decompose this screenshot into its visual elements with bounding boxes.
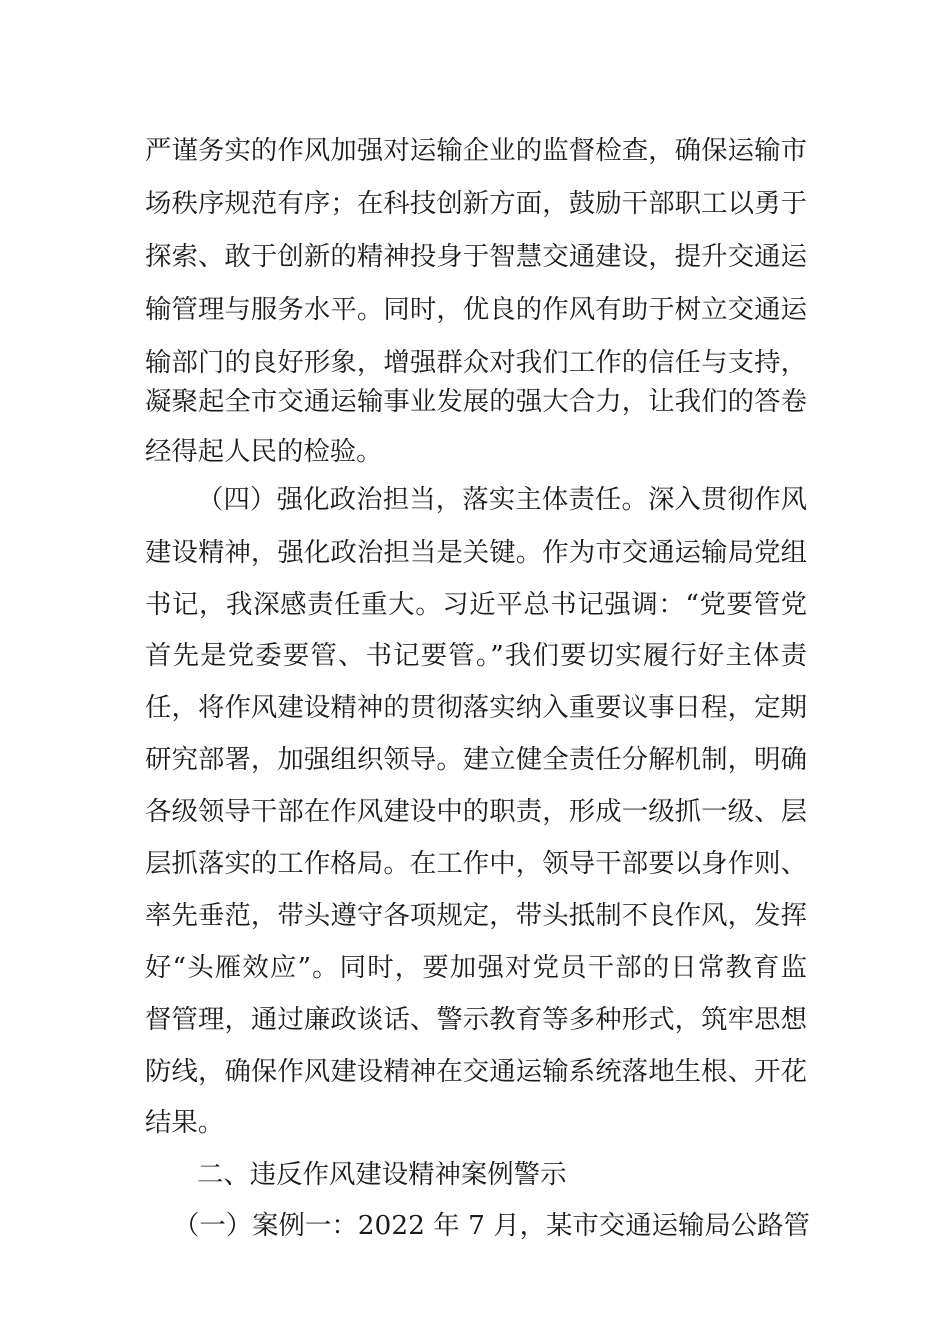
- chapter-heading: 二、违反作风建设精神案例警示: [197, 1159, 567, 1190]
- body-text-line: 各级领导干部在作风建设中的职责，形成一级抓一级、层: [145, 796, 807, 827]
- body-text-line: 督管理，通过廉政谈话、警示教育等多种形式，筑牢思想: [145, 1004, 807, 1035]
- body-text-line: 输管理与服务水平。同时，优良的作风有助于树立交通运: [145, 294, 807, 325]
- body-text-line: 任，将作风建设精神的贯彻落实纳入重要议事日程，定期: [145, 692, 807, 723]
- body-text-line: 场秩序规范有序；在科技创新方面，鼓励干部职工以勇于: [145, 188, 807, 219]
- body-text-line: 防线，确保作风建设精神在交通运输系统落地生根、开花: [145, 1056, 807, 1087]
- body-text-line: 输部门的良好形象，增强群众对我们工作的信任与支持，: [145, 347, 807, 378]
- body-text-line: 建设精神，强化政治担当是关键。作为市交通运输局党组: [145, 537, 807, 568]
- body-text-line: 好“头雁效应”。同时，要加强对党员干部的日常教育监: [145, 952, 807, 983]
- body-text-line: 严谨务实的作风加强对运输企业的监督检查，确保运输市: [145, 135, 807, 166]
- body-text-line: 首先是党委要管、书记要管。”我们要切实履行好主体责: [145, 640, 807, 671]
- body-text-line: 凝聚起全市交通运输事业发展的强大合力，让我们的答卷: [145, 386, 807, 417]
- body-text-line: 层抓落实的工作格局。在工作中，领导干部要以身作则、: [145, 848, 807, 879]
- body-text-line: 探索、敢于创新的精神投身于智慧交通建设，提升交通运: [145, 241, 807, 272]
- body-text-line: 结果。: [145, 1107, 225, 1138]
- section-heading-line: （四）强化政治担当，落实主体责任。深入贯彻作风: [197, 484, 807, 515]
- body-text-line: 率先垂范，带头遵守各项规定，带头抵制不良作风，发挥: [145, 900, 807, 931]
- body-text-line: 书记，我深感责任重大。习近平总书记强调：“党要管党: [145, 589, 807, 620]
- body-text-line: 经得起人民的检验。: [145, 436, 383, 467]
- case-heading-line: （一）案例一：2022 年 7 月，某市交通运输局公路管: [173, 1210, 810, 1241]
- body-text-line: 研究部署，加强组织领导。建立健全责任分解机制，明确: [145, 744, 807, 775]
